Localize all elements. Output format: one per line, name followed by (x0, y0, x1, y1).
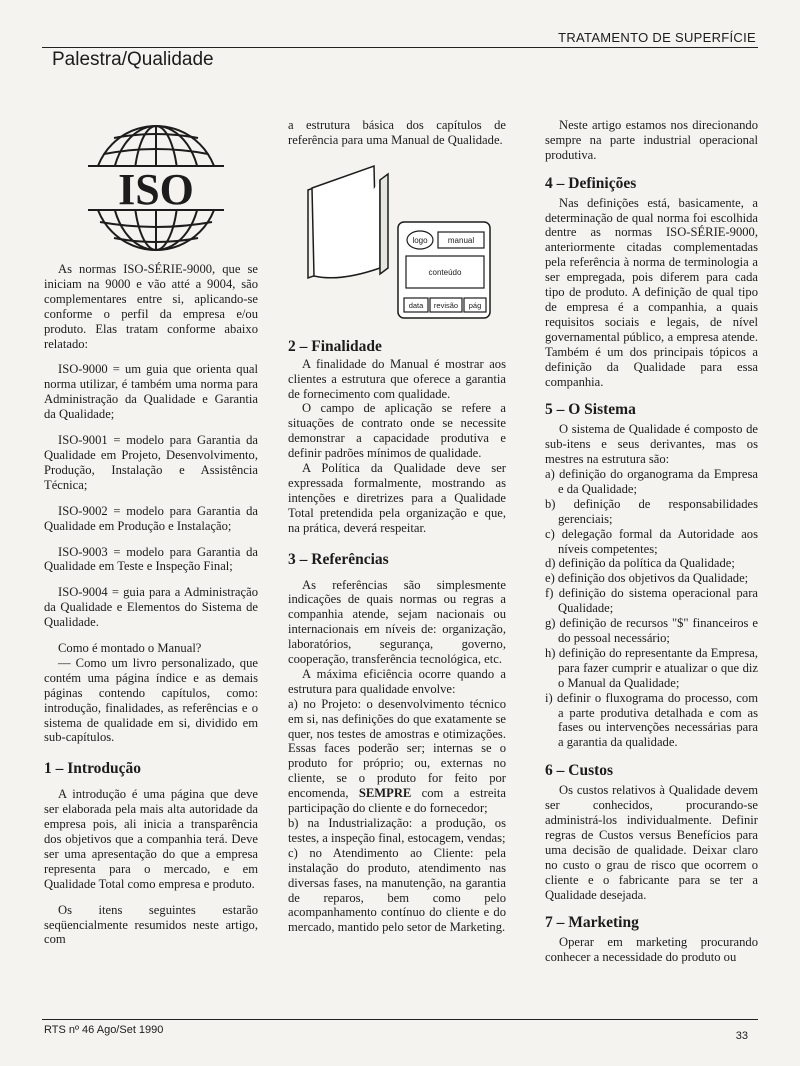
definicoes-paragraph: Nas definições está, basicamente, a determinação de qual norma foi escolhida dentre as normas ISO-SÉRIE-9000, anteriormente citadas complementadas pela referência à norma de terminologia a ser empregada, pois diferem para cada tipo de produto. A definição de qual tipo de empresa é a companhia, a quais requisitos sociais e legais, de nível governamental público, a empresa atende. Também é um dos principais tópicos a definição da Qualidade para essa companhia. (545, 195, 758, 389)
illustration-spacer (288, 148, 506, 332)
heading-marketing: 7 – Marketing (545, 914, 639, 932)
heading-finalidade: 2 – Finalidade (288, 337, 382, 355)
illus-conteudo-label: conteúdo (428, 268, 462, 277)
heading-referencias: 3 – Referências (288, 550, 389, 568)
column-right (545, 118, 758, 965)
header-rule (42, 47, 758, 48)
list-item: g) definição de recursos "$" financeiros e do pessoal necessário; (545, 616, 758, 645)
issue-label: RTS nº 46 Ago/Set 1990 (44, 1024, 164, 1036)
finalidade-paragraph-1: A finalidade do Manual é mostrar aos clientes a estrutura que oferece a garantia de fornecimento com qualidade. (288, 356, 506, 401)
list-item: e) definição dos objetivos da Qualidade; (545, 571, 749, 586)
introducao-paragraph-1: A introdução é uma página que deve ser elaborada pela mais alta autoridade da empresa pois, ali inicia a transparência dos objetivos que a companhia terá. Deve ser uma apresentação do que a empresa representa para o mercado, e em Qualidade Total como empresa e produto. (44, 787, 258, 891)
referencias-item-c: c) no Atendimento ao Cliente: pela instalação do produto, atendimento nas diversas fases, na manutenção, na garantia de reparos, bem como pelo acompanhamento contínuo do cliente e do mercado, mantido pelo setor de Marketing. (288, 845, 506, 935)
list-item: a) definição do organograma da Empresa e da Qualidade; (545, 467, 758, 496)
page-title: Palestra/Qualidade (52, 49, 214, 70)
iso-intro-paragraph: As normas ISO-SÉRIE-9000, que se iniciam na 9000 e vão atté a 9004, são complementares entre si, aplicando-se conforme o perfil da empresa e/ou produto. Elas tratam conforme abaixo relatado: (44, 262, 258, 351)
illus-data-label: data (408, 301, 424, 310)
iso-9002-paragraph: ISO-9002 = modelo para Garantia da Qualidade em Produção e Instalação; (44, 503, 258, 533)
illus-logo-label: logo (412, 236, 428, 245)
finalidade-paragraph-3: A Política da Qualidade deve ser expressada formalmente, mostrando as intenções e diretrizes para a Qualidade Total pretendida pela organização e que, na prática, deverá respeitar. (288, 461, 506, 535)
item-a-text-end: com a estreita participação do cliente e do fornecedor; (288, 786, 506, 816)
referencias-paragraph-1: As referências são simplesmente indicações de quais normas ou regras a companhia atende, sejam nacionais ou internacionais em níveis de: organização, laboratórios, segurança, governo, cooperação, transferência tecnológica, etc. (288, 577, 506, 667)
manual-question: Como é montado o Manual? (58, 641, 202, 656)
estrutura-continuation: a estrutura básica dos capítulos de referência para uma Manual de Qualidade. (288, 118, 506, 147)
iso-9001-paragraph: ISO-9001 = modelo para Garantia da Qualidade em Projeto, Desenvolvimento, Produção, Instalação e Assistência Técnica; (44, 433, 258, 492)
list-item: c) delegação formal da Autoridade aos níveis competentes; (545, 526, 758, 556)
sistema-paragraph: O sistema de Qualidade é composto de sub-itens e seus derivantes, mas os mestres na estrutura são: (545, 422, 758, 467)
illus-revisao-label: revisão (433, 301, 459, 310)
direcionando-paragraph: Neste artigo estamos nos direcionando sempre na parte industrial operacional produtiva. (545, 118, 758, 162)
heading-definicoes: 4 – Definições (545, 174, 637, 192)
iso-9003-paragraph: ISO-9003 = modelo para Garantia da Qualidade em Teste e Inspeção Final; (44, 544, 258, 574)
iso-9004-paragraph: ISO-9004 = guia para a Administração da Qualidade e Elementos do Sistema de Qualidade. (44, 585, 258, 630)
introducao-paragraph-2: Os itens seguintes estarão seqüencialmente resumidos neste artigo, com (44, 902, 258, 947)
logo-text: ISO (118, 165, 194, 214)
iso-9000-paragraph: ISO-9000 = um guia que orienta qual norma utilizar, é também uma norma para Administração da Qualidade e Garantia da Qualidade; (44, 362, 258, 422)
list-item: d) definição da política da Qualidade; (545, 556, 735, 571)
column-left (44, 262, 258, 958)
referencias-item-b: b) na Industrialização: a produção, os testes, a inspeção final, estocagem, vendas; (288, 816, 506, 845)
finalidade-paragraph-2: O campo de aplicação se refere a situações de contrato onde se necessite demonstrar a capacidade produtiva e definir padrões mínimos de qualidade. (288, 401, 506, 461)
illus-pag-label: pág (468, 301, 482, 310)
list-item: i) definir o fluxograma do processo, com a parte produtiva detalhada e com as fases ou intervenções necessárias para a garantia da qualidade. (545, 690, 758, 750)
heading-custos: 6 – Custos (545, 762, 614, 780)
section-label: TRATAMENTO DE SUPERFÍCIE (558, 30, 756, 45)
heading-sistema: 5 – O Sistema (545, 401, 636, 419)
footer-rule (42, 1019, 758, 1020)
illus-manual-label: manual (447, 236, 475, 245)
referencias-item-a (288, 697, 506, 816)
heading-introducao: 1 – Introdução (44, 760, 142, 778)
iso-globe-logo-icon (86, 118, 226, 258)
list-item: f) definição do sistema operacional para Qualidade; (545, 586, 758, 616)
sistema-list (545, 467, 758, 750)
item-a-emphasis: SEMPRE (358, 786, 412, 801)
page-number: 33 (735, 1030, 748, 1042)
manual-answer: — Como um livro personalizado, que contém uma página índice e as demais páginas contendo capítulos, como: introdução, finalidades, as referências e o sistema de qualidade em si, dividido em sub-capítulos. (44, 655, 258, 745)
column-middle (288, 118, 506, 935)
list-item: b) definição de responsabilidades gerenciais; (545, 496, 758, 526)
referencias-paragraph-2: A máxima eficiência ocorre quando a estrutura para qualidade envolve: (288, 666, 506, 696)
item-a-text: a) no Projeto: o desenvolvimento técnico em si, nas definições do que exatamente se quer, nos testes de amostras e otimizações. Essas faces poderão ser; internas se o produto for próprio; ou, externas no cliente, se o produto for feito por encomenda, (288, 696, 506, 801)
custos-paragraph: Os custos relativos à Qualidade devem ser conhecidos, procurando-se administrá-los individualmente. Definir regras de Custos versus Benefícios para uma decisão de qualidade. Deixar claro no custo o grau de risco que ocorrem o cliente e o fabricante para se ter a Qualidade desejada. (545, 783, 758, 902)
list-item: h) definição do representante da Empresa, para fazer cumprir e atualizar o que diz o Manual da Qualidade; (545, 645, 758, 690)
marketing-paragraph: Operar em marketing procurando conhecer a necessidade do produto ou (545, 935, 758, 965)
